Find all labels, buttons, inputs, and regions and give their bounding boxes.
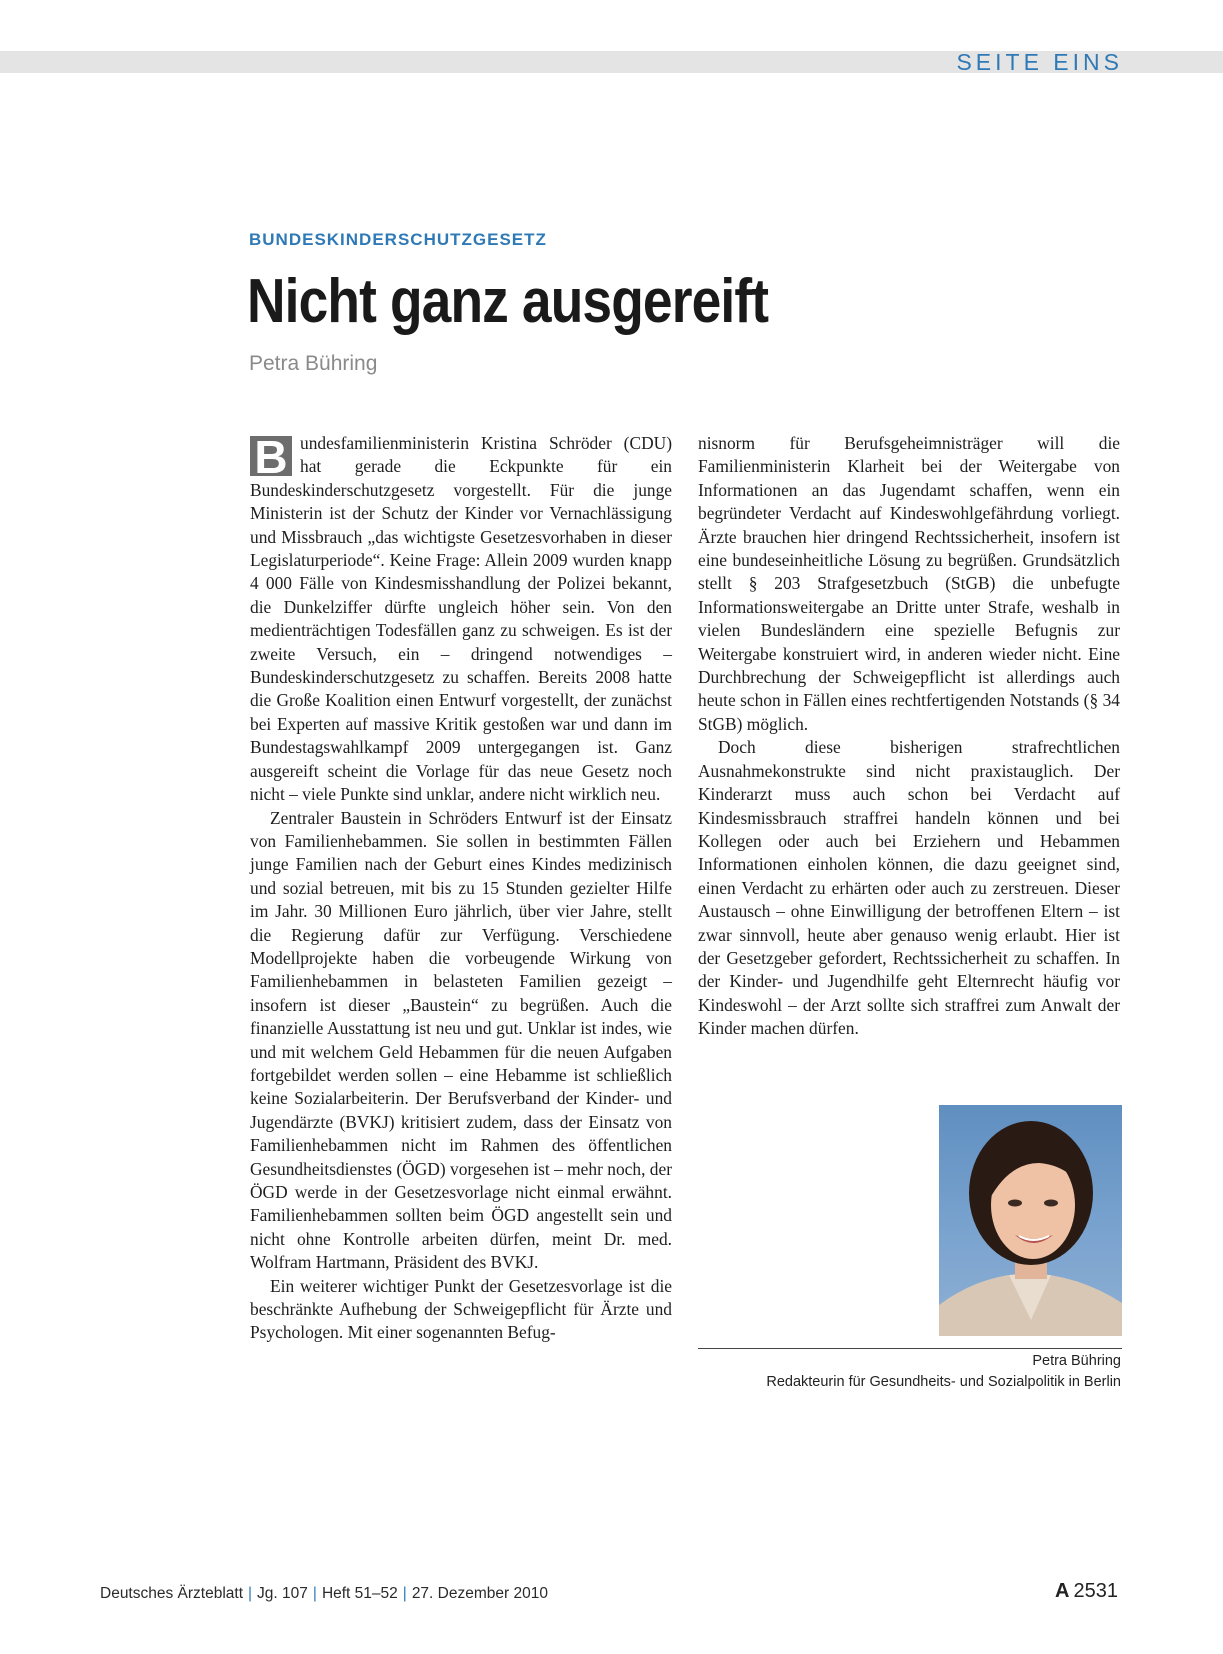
footer-issue: Heft 51–52 bbox=[321, 1585, 398, 1602]
article-column-right bbox=[698, 432, 1120, 1041]
page-number-value: 2531 bbox=[1073, 1580, 1118, 1602]
article-author: Petra Bühring bbox=[249, 352, 378, 375]
paragraph bbox=[250, 432, 672, 807]
footer-separator: | bbox=[312, 1585, 317, 1602]
author-photo bbox=[939, 1105, 1122, 1336]
caption-name: Petra Bühring bbox=[1032, 1353, 1121, 1369]
article-headline: Nicht ganz ausgereift bbox=[247, 267, 769, 336]
caption-role: Redakteurin für Gesundheits- und Sozialpolitik in Berlin bbox=[766, 1374, 1121, 1390]
footer-publication: Deutsches Ärzteblatt bbox=[100, 1585, 244, 1602]
paragraph: Ein weiterer wichtiger Punkt der Gesetzesvorlage ist die beschränkte Aufhebung der Schweigepflicht für Ärzte und Psychologen. Mit einer sogenannten Befug- bbox=[250, 1275, 672, 1343]
article-kicker: BUNDESKINDERSCHUTZGESETZ bbox=[249, 230, 547, 249]
footer-volume: Jg. 107 bbox=[257, 1585, 308, 1602]
caption-divider bbox=[698, 1348, 1122, 1349]
paragraph: Zentraler Baustein in Schröders Entwurf ist der Einsatz von Familienhebammen. Sie sollen in bestimmten Fällen junge Familien nach der Geburt eines Kindes medizinisch und sozial betreuen, mit bis zu 15 Stunden gezielter Hilfe im Jahr. 30 Millionen Euro jährlich, über vier Jahre, stellt die Regierung dafür zur Verfügung. Verschiedene Modellprojekte haben die vorbeugende Wirkung von Familienhebammen in belasteten Familien gezeigt – insofern ist dieser „Baustein“ zu begrüßen. Auch die finanzielle Ausstattung ist neu und gut. Unklar ist indes, wie und mit welchem Geld Hebammen für die neuen Aufgaben fortgebildet werden sollen – eine Hebamme ist schließlich keine Sozialarbeiterin. Der Berufsverband der Kinder- und Jugendärzte (BVKJ) kritisiert zudem, dass der Einsatz von Familienhebammen nicht im Rahmen des öffentlichen Gesundheitsdienstes (ÖGD) vorgesehen ist – mehr noch, der ÖGD werde in der Gesetzesvorlage nicht einmal erwähnt. Familienhebammen sollten beim ÖGD angestellt sein und nicht ohne Kontrolle arbeiten dürfen, meint Dr. med. Wolfram Hartmann, Präsident des BVKJ. bbox=[250, 807, 672, 1273]
paragraph-text: undesfamilienministerin Kristina Schröder (CDU) hat gerade die Eckpunkte für ein Bundeskinderschutzgesetz vorgestellt. Für die junge Ministerin ist der Schutz der Kinder vor Vernachlässigung und Missbrauch „das wichtigste Gesetzesvorhaben in dieser Legislaturperiode“. Keine Frage: Allein 2009 wurden knapp 4 000 Fälle von Kindesmisshandlung der Polizei bekannt, die Dunkelziffer dürfte ungleich höher sein. Von den medienträchtigen Todesfällen ganz zu schweigen. Es ist der zweite Versuch, ein – dringend notwendiges – Bundeskinderschutzgesetz zu schaffen. Bereits 2008 hatte die Große Koalition einen Entwurf vorgestellt, der zunächst bei Experten auf massive Kritik gestoßen war und dann im Bundestagswahlkampf 2009 untergegangen ist. Ganz ausgereift scheint die Vorlage für das neue Gesetz noch nicht – viele Punkte sind unklar, andere nicht wirklich neu. bbox=[250, 433, 672, 805]
footer-separator: | bbox=[402, 1585, 407, 1602]
page-prefix: A bbox=[1055, 1580, 1070, 1602]
article-column-left bbox=[250, 432, 672, 1345]
footer-date: 27. Dezember 2010 bbox=[411, 1585, 548, 1602]
paragraph: nisnorm für Berufsgeheimnisträger will die Familienministerin Klarheit bei der Weitergabe von Informationen an das Jugendamt schaffen, wenn ein begründeter Verdacht auf Kindeswohlgefährdung vorliegt. Ärzte brauchen hier dringend Rechtssicherheit, insofern ist eine bundeseinheitliche Lösung zu begrüßen. Grundsätzlich stellt § 203 Strafgesetzbuch (StGB) die unbefugte Informationsweitergabe an Dritte unter Strafe, weshalb in vielen Bundesländern eine spezielle Befugnis zur Weitergabe konstruiert wird, in anderen wieder nicht. Eine Durchbrechung der Schweigepflicht ist allerdings auch heute schon in Fällen eines rechtfertigenden Notstands (§ 34 StGB) möglich. bbox=[698, 433, 1120, 734]
section-label: SEITE EINS bbox=[956, 49, 1123, 75]
footer-separator: | bbox=[248, 1585, 253, 1602]
paragraph: Doch diese bisherigen strafrechtlichen Ausnahmekonstrukte sind nicht praxistauglich. Der Kinderarzt muss auch schon bei Verdacht auf Kindesmissbrauch straffrei handeln können und bei Kollegen oder auch bei Erziehern und Hebammen Informationen einholen können, die dazu geeignet sind, einen Verdacht zu erhärten oder auch zu zerstreuen. Dieser Austausch – ohne Einwilligung der betroffenen Eltern – ist zwar sinnvoll, heute aber genauso wenig erlaubt. Hier ist der Gesetzgeber gefordert, Rechtssicherheit zu schaffen. In der Kinder- und Jugendhilfe geht Elternrecht häufig vor Kindeswohl – der Arzt sollte sich straffrei zum Anwalt der Kinder machen dürfen. bbox=[698, 737, 1120, 1039]
page-number bbox=[1055, 1580, 1118, 1603]
footer-citation bbox=[100, 1585, 548, 1603]
drop-cap: B bbox=[250, 436, 292, 476]
